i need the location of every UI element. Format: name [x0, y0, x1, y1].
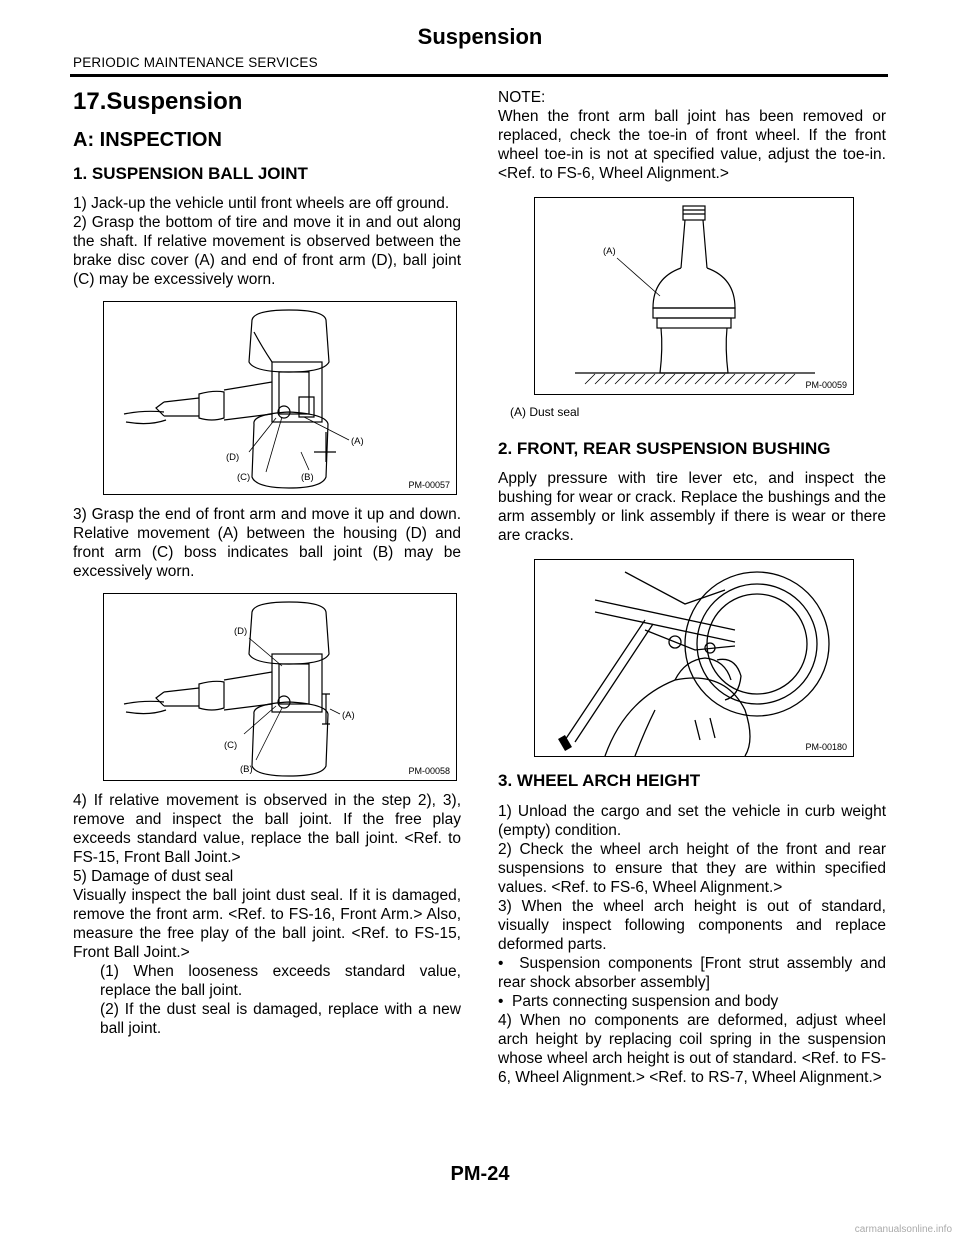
figure-pm-00180: [534, 559, 854, 757]
fig1-label-a: (A): [351, 435, 364, 447]
step-1: 1) Jack-up the vehicle until front wheels are off ground.: [73, 194, 450, 212]
step-2: 2) Grasp the bottom of tire and move it in and out along the shaft. If relative movement is observed between the brake disc cover (A) and end of front arm (D), ball joint (C) may be excessively worn.: [73, 213, 461, 288]
step-3: 3) Grasp the end of front arm and move it up and down. Relative movement (A) between the housing (D) and front arm (C) boss indicates ball joint (B) may be excessively worn.: [73, 505, 461, 580]
ball-joint-diagram-2: [104, 594, 456, 780]
arch-step-4: 4) When no components are deformed, adjust wheel arch height by replacing coil spring in the suspension whose wheel arch height is out of standard. <Ref. to FS-6, Wheel Alignment.> <Ref. to RS-7, Wheel Alignment.>: [498, 1011, 886, 1086]
page-number: PM-24: [450, 1163, 510, 1185]
watermark: carmanualsonline.info: [854, 1224, 952, 1235]
fig1-label-d: (D): [226, 451, 240, 463]
arch-bullet-1-text: Suspension components [Front strut assembly and rear shock absorber assembly]: [498, 954, 886, 991]
bullet-icon: •: [498, 992, 513, 1010]
bushing-inspection-illustration: [535, 560, 853, 756]
fig2-label-d: (D): [234, 625, 248, 637]
page-header-subtitle: PERIODIC MAINTENANCE SERVICES: [73, 55, 318, 70]
fig1-label-c: (C): [237, 471, 251, 483]
heading-wheel-arch: 3. WHEEL ARCH HEIGHT: [498, 771, 701, 791]
fig3-legend: (A) Dust seal: [510, 405, 580, 419]
page-header-title: Suspension: [417, 24, 543, 49]
substep-2: (2) If the dust seal is damaged, replace with a new ball joint.: [100, 1000, 461, 1037]
figure-pm-00059: [534, 197, 854, 395]
bushing-text: Apply pressure with tire lever etc, and inspect the bushing for wear or crack. Replace the bushings and the arm assembly or link assembly if there is wear or there are cracks.: [498, 470, 886, 545]
substep-1: (1) When looseness exceeds standard value, replace the ball joint.: [100, 962, 461, 999]
arch-bullet-1: [498, 954, 886, 992]
header-rule: [70, 74, 888, 77]
fig3-code: PM-00059: [805, 380, 847, 390]
figure-pm-00057: [103, 301, 457, 495]
arch-step-2: 2) Check the wheel arch height of the front and rear suspensions to ensure that they are within specified values. <Ref. to FS-6, Wheel Alignment.>: [498, 840, 886, 896]
note-label: NOTE:: [498, 89, 546, 106]
fig3-label-a: (A): [603, 246, 616, 257]
arch-bullet-2-text: Parts connecting suspension and body: [512, 992, 779, 1010]
fig4-code: PM-00180: [805, 742, 847, 753]
right-column: [498, 88, 886, 1087]
fig2-label-a: (A): [342, 709, 355, 721]
bullet-icon: •: [498, 954, 520, 972]
fig1-code: PM-00057: [408, 479, 450, 490]
left-column: [73, 88, 461, 1038]
fig2-label-b: (B): [240, 763, 253, 775]
arch-step-3: 3) When the wheel arch height is out of standard, visually inspect following components and replace deformed parts.: [498, 897, 886, 953]
fig2-code: PM-00058: [408, 765, 450, 776]
section-title: 17.Suspension: [73, 88, 243, 115]
step-4: 4) If relative movement is observed in the step 2), 3), remove and inspect the ball joint. If the free play exceeds standard value, replace the ball joint. <Ref. to FS-15, Front Ball Joint.>: [73, 791, 461, 866]
dust-seal-diagram: [535, 198, 853, 394]
step-5-detail: Visually inspect the ball joint dust seal. If it is damaged, remove the front arm. <Ref. to FS-16, Front Arm.> Also, measure the free play of the ball joint. <Ref. to FS-15, Front Ball Joint.>: [73, 886, 461, 961]
note-text: When the front arm ball joint has been removed or replaced, check the toe-in of front wheel. If the front wheel toe-in is not at specified value, adjust the toe-in. <Ref. to FS-6, Wheel Alignment.>: [498, 108, 886, 182]
arch-bullet-2: [498, 992, 886, 1011]
heading-ball-joint: 1. SUSPENSION BALL JOINT: [73, 163, 308, 183]
arch-step-1: 1) Unload the cargo and set the vehicle in curb weight (empty) condition.: [498, 802, 886, 839]
sub-title: A: INSPECTION: [73, 128, 222, 151]
fig1-label-b: (B): [301, 471, 314, 483]
heading-bushing: 2. FRONT, REAR SUSPENSION BUSHING: [498, 439, 831, 458]
figure-pm-00058: [103, 593, 457, 781]
step-5: 5) Damage of dust seal: [73, 867, 234, 885]
ball-joint-diagram-1: [104, 302, 456, 494]
fig2-label-c: (C): [224, 739, 238, 751]
